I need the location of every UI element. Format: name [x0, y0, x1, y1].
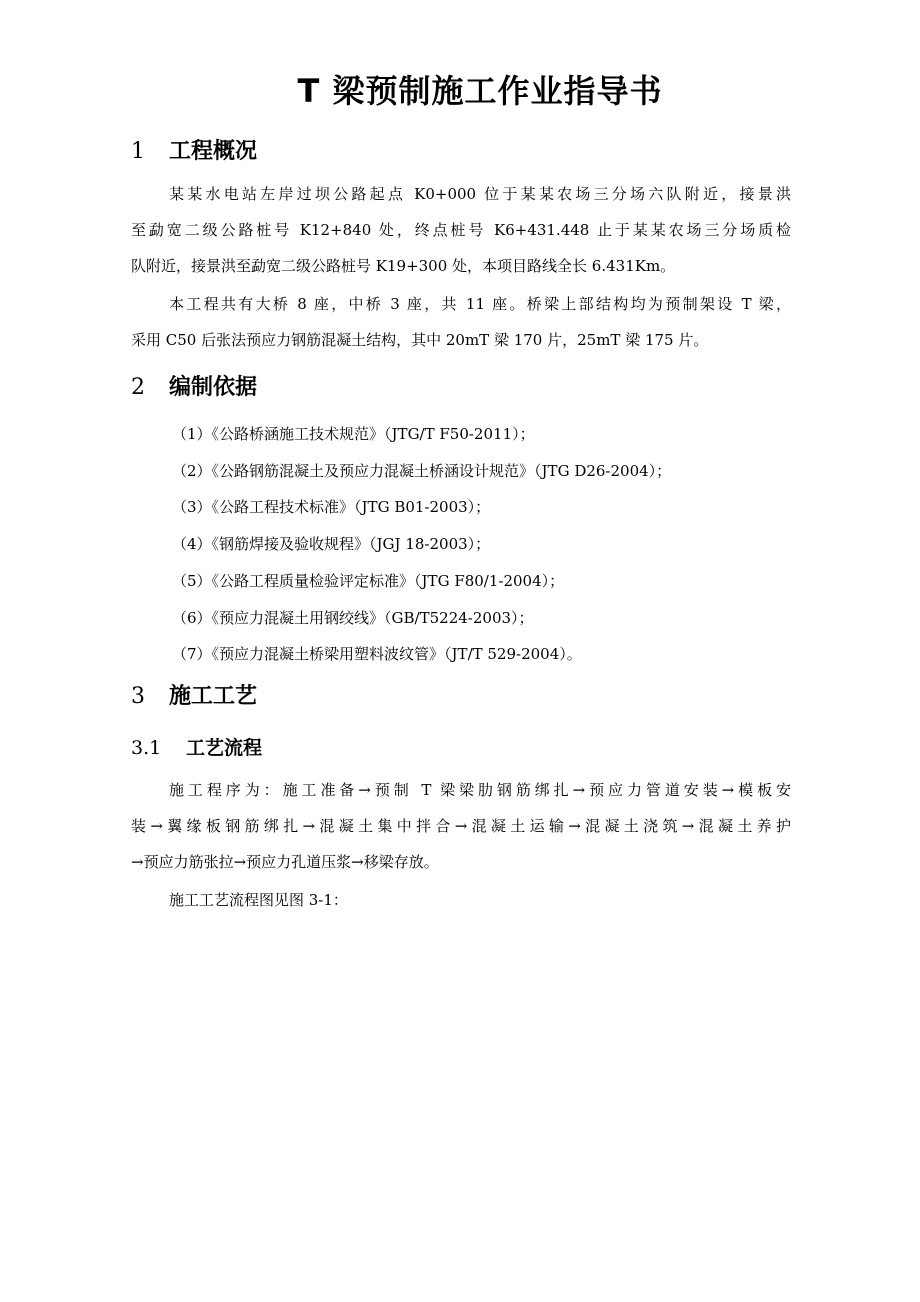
section-number: 2	[131, 375, 145, 400]
paragraph-line: 队附近，接景洪至勐宽二级公路桩号 K19+300 处，本项目路线全长 6.431Km。	[131, 257, 676, 275]
section-1-heading	[131, 136, 257, 168]
reference-item: （1）《公路桥涵施工技术规范》（JTG/T F50-2011）；	[172, 425, 535, 443]
reference-item: （5）《公路工程质量检验评定标准》（JTG F80/1-2004）；	[172, 571, 565, 590]
paragraph-line: 施工程序为：施工准备→预制 T 梁梁肋钢筋绑扎→预应力管道安装→模板安	[169, 781, 791, 799]
section-3-heading	[131, 681, 257, 713]
section-1-paragraph-2	[131, 286, 791, 358]
paragraph-line: 采用 C50 后张法预应力钢筋混凝土结构，其中 20mT 梁 170 片，25mT 梁 175 片。	[131, 331, 709, 349]
subsection-3-1-paragraph-2	[131, 882, 791, 918]
subsection-number: 3.1	[131, 737, 162, 759]
paragraph-line: 装→翼缘板钢筋绑扎→混凝土集中拌合→混凝土运输→混凝土浇筑→混凝土养护	[131, 817, 791, 835]
reference-list	[172, 416, 671, 673]
section-2-heading	[131, 372, 257, 404]
section-title: 编制依据	[169, 375, 258, 400]
paragraph-line: 某某水电站左岸过坝公路起点 K0+000 位于某某农场三分场六队附近，接景洪	[169, 185, 791, 203]
section-number: 3	[131, 684, 145, 709]
paragraph-line: 施工工艺流程图见图 3-1：	[169, 891, 348, 909]
paragraph-line: 本工程共有大桥 8 座，中桥 3 座，共 11 座。桥梁上部结构均为预制架设 T 梁，	[169, 295, 791, 313]
paragraph-line: →预应力筋张拉→预应力孔道压浆→移梁存放。	[131, 853, 439, 871]
reference-item: （2）《公路钢筋混凝土及预应力混凝土桥涵设计规范》（JTG D26-2004）；	[172, 461, 672, 480]
section-number: 1	[131, 139, 145, 164]
paragraph-line: 至勐宽二级公路桩号 K12+840 处，终点桩号 K6+431.448 止于某某农场三分场质检	[131, 221, 791, 239]
reference-item: （3）《公路工程技术标准》（JTG B01-2003）；	[172, 498, 491, 517]
section-title: 施工工艺	[169, 684, 258, 709]
reference-item: （7）《预应力混凝土桥梁用塑料波纹管》（JT/T 529-2004）。	[172, 645, 582, 664]
section-1-paragraph-1	[131, 176, 791, 284]
subsection-title: 工艺流程	[186, 737, 263, 759]
document-title: T 梁预制施工作业指导书	[297, 72, 663, 110]
reference-item: （6）《预应力混凝土用钢绞线》（GB/T5224-2003）；	[172, 608, 534, 627]
subsection-3-1-paragraph-1	[131, 772, 791, 880]
section-title: 工程概况	[169, 139, 258, 164]
subsection-3-1-heading	[131, 734, 262, 762]
reference-item: （4）《钢筋焊接及验收规程》（JGJ 18-2003）；	[172, 535, 491, 554]
